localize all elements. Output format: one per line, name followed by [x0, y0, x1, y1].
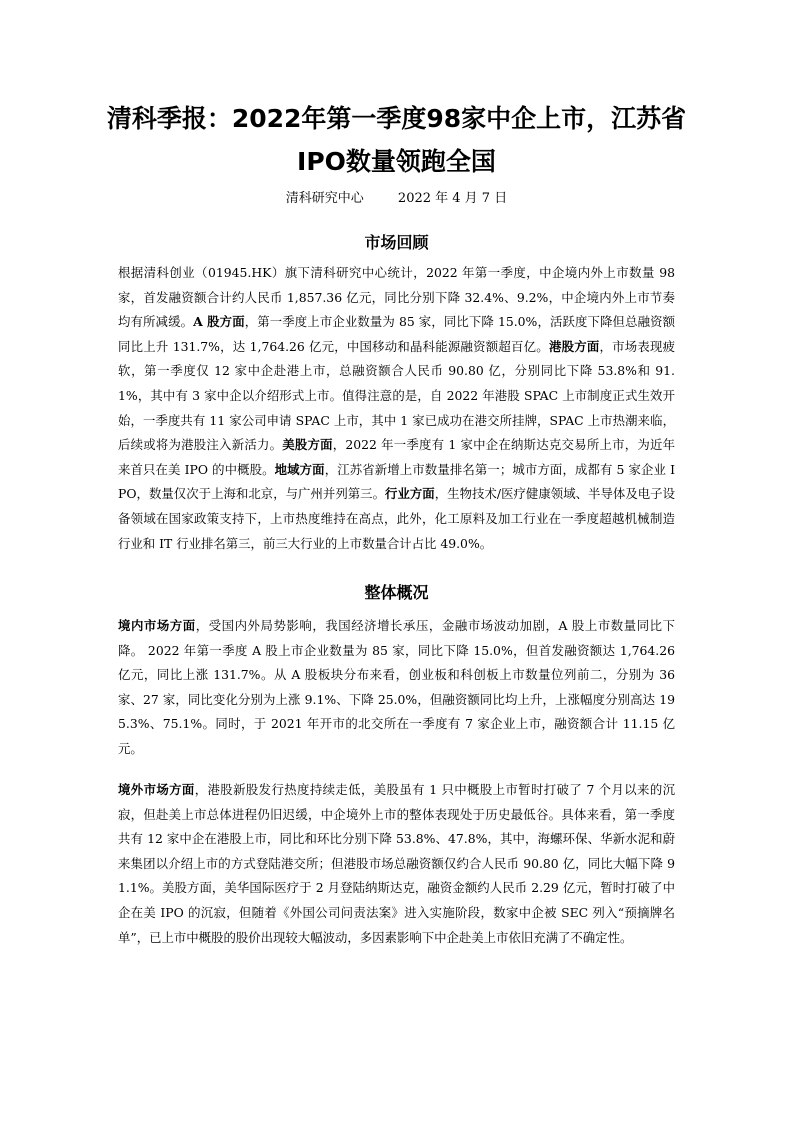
- bold-lead-text: 港股方面: [548, 338, 600, 354]
- page-title-line-2: IPO数量领跑全国: [297, 147, 496, 176]
- bold-lead-text: 行业方面: [385, 486, 435, 502]
- section-heading-overview: 整体概况: [364, 583, 429, 602]
- bold-lead-text: 境内市场方面: [118, 618, 196, 633]
- bold-lead-text: 地域方面: [274, 461, 325, 477]
- market-review-paragraph: [118, 261, 675, 556]
- section-heading-market-review: 市场回顾: [364, 233, 429, 252]
- paragraph-text: ，生物技术/医疗健康领域、半导体及电子设备领域在国家政策支持下，上市热度维持在高点，此外，化工原料及加工行业在一季度超越机械制造行业和 IT 行业排名第三，前三大行业的上市数量合计占比 49.0%。: [118, 486, 675, 551]
- paragraph-text: ，2022 年一季度有 1 家中企在纳斯达克交易所上市，为近年来首只在美 IPO 的中概股。: [118, 437, 676, 477]
- paragraph-text: ，市场表现疲软，第一季度仅 12 家中企赴港上市，总融资额合人民币 90.80 亿，分别同比下降 53.8%和 91.1%，其中有 3 家中企以介绍形式上市。值得注意的是，自 2022 年港股 SPAC 上市制度正式生效开始，一季度共有 11 家公司申请 SPAC 上市，其中 1 家已成功在港交所挂牌，SPAC 上市热潮来临，后续或将为港股注入新活力。: [118, 338, 676, 453]
- bold-lead-text: 境外市场方面: [118, 782, 195, 797]
- paragraph-text: ，港股新股发行热度持续走低，美股虽有 1 只中概股上市暂时打破了 7 个月以来的沉寂，但赴美上市总体进程仍旧迟缓，中企境外上市的整体表现处于历史最低谷。具体来看，第一季度共有 12 家中企在港股上市，同比和环比分别下降 53.8%、47.8%，其中，海螺环保、华新水泥和蔚来集团以介绍上市的方式登陆港交所；但港股市场总融资额仅约合人民币 90.80 亿，同比大幅下降 91.1%。美股方面，美华国际医疗于 2 月登陆纳斯达克，融资金额约人民币 2.29 亿元，暂时打破了中企在美 IPO 的沉寂，但随着《外国公司问责法案》进入实施阶段，数家中企被 SEC 列入“预摘牌名单”，已上市中概股的股价出现较大幅波动，多因素影响下中企赴美上市依旧充满了不确定性。: [118, 782, 676, 945]
- publish-date: 2022 年 4 月 7 日: [397, 191, 508, 206]
- paragraph-text: 根据清科创业（01945.HK）旗下清科研究中心统计，2022 年第一季度，中企境内外上市数量 98 家，首发融资额合计约人民币 1,857.36 亿元，同比分别下降 32.4%、9.2%，中企境内外上市节奏均有所减缓。: [118, 265, 675, 330]
- bold-lead-text: A 股方面: [193, 314, 245, 330]
- overseas-market-paragraph: [118, 778, 675, 950]
- bold-lead-text: 美股方面: [282, 437, 333, 453]
- domestic-market-paragraph: [118, 614, 675, 762]
- byline: [100, 190, 693, 208]
- paragraph-text: ，受国内外局势影响，我国经济增长承压，金融市场波动加剧，A 股上市数量同比下降。 2022 年第一季度 A 股上市企业数量为 85 家，同比下降 15.0%，但首发融资额达 1,764.26 亿元，同比上涨 131.7%。从 A 股板块分布来看，创业板和科创板上市数量位列前二，分别为 36 家、27 家，同比变化分别为上涨 9.1%、下降 25.0%，但融资额同比均上升，上涨幅度分别高达 195.3%、75.1%。同时，于 2021 年开市的北交所在一季度有 7 家企业上市，融资额合计 11.15 亿元。: [118, 618, 676, 756]
- paragraph-text: ，江苏省新增上市数量排名第一；城市方面，成都有 5 家企业 IPO，数量仅次于上海和北京，与广州并列第三。: [118, 461, 675, 502]
- author: 清科研究中心: [285, 191, 364, 206]
- paragraph-text: ，第一季度上市企业数量为 85 家，同比下降 15.0%，活跃度下降但总融资额同比上升 131.7%，达 1,764.26 亿元，中国移动和晶科能源融资额超百亿。: [118, 314, 676, 354]
- page-title-line-1: 清科季报：2022年第一季度98家中企上市，江苏省: [106, 104, 687, 133]
